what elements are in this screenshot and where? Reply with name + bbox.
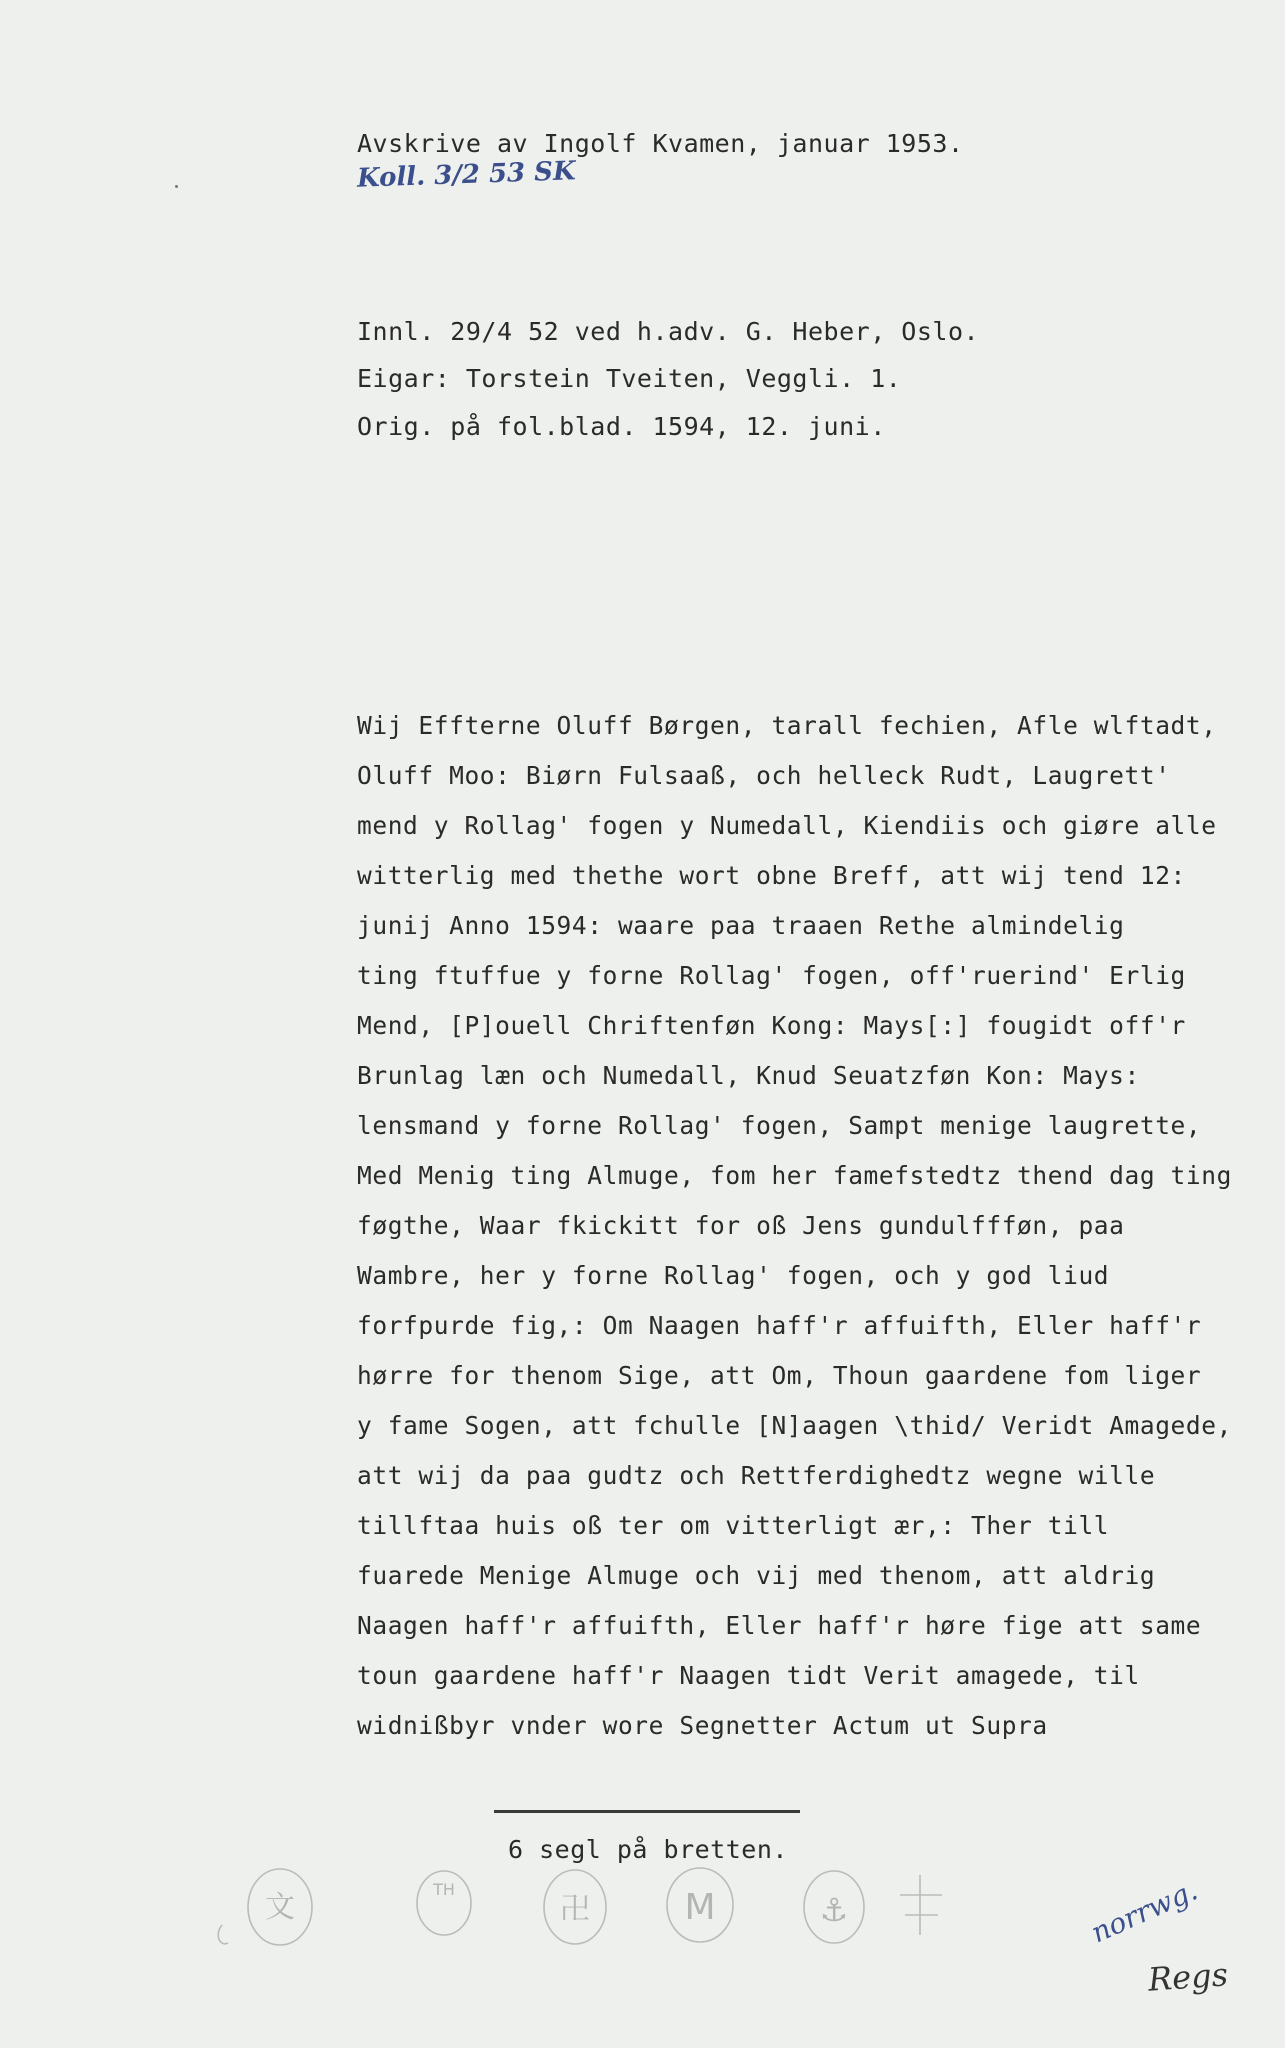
body-line: witterlig med thethe wort obne Breff, att wij tend 12: [357,861,1186,890]
body-line: Med Menig ting Almuge, fom her famefstedtz thend dag ting [357,1161,1232,1190]
paper-speck [175,185,178,188]
meta-line-1: Innl. 29/4 52 ved h.adv. G. Heber, Oslo. [357,317,980,346]
body-line: y fame Sogen, att fchulle [N]aagen \thid/ Veridt Amagede, [357,1411,1232,1440]
body-line: Oluff Moo: Biørn Fulsaaß, och helleck Rudt, Laugrett' [357,761,1171,790]
body-line: ting ftuffue y forne Rollag' fogen, off'ruerind' Erlig [357,961,1186,990]
body-line: lensmand y forne Rollag' fogen, Sampt menige laugrette, [357,1111,1202,1140]
body-line: fuarede Menige Almuge och vij med thenom, att aldrig [357,1561,1156,1590]
collation-note: Koll. 3/2 53 SK [356,156,577,194]
margin-note-regs: Regs [1146,1955,1230,1999]
body-line: att wij da paa gudtz och Rettferdighedtz wegne wille [357,1461,1156,1490]
body-line: tillftaa huis oß ter om vitterligt ær,: Ther till [357,1511,1110,1540]
body-line: toun gaardene haff'r Naagen tidt Verit amagede, til [357,1661,1140,1690]
body-line: widnißbyr vnder wore Segnetter Actum ut Supra [357,1711,1048,1740]
body-line: Mend, [P]ouell Chriftenføn Kong: Mays[:] fougidt off'r [357,1011,1186,1040]
body-line: forfpurde fig,: Om Naagen haff'r affuifth, Eller haff'r [357,1311,1202,1340]
body-line: Naagen haff'r affuifth, Eller haff'r høre fige att same [357,1611,1202,1640]
meta-line-3: Orig. på fol.blad. 1594, 12. juni. [357,412,886,441]
seal-glyph: 文 [265,1890,295,1925]
body-line: Wambre, her y forne Rollag' fogen, och y god liud [357,1261,1110,1290]
seal-glyph: ⚓ [819,1891,849,1929]
seal-glyph: 卍 [560,1892,590,1927]
body-line: Brunlag læn och Numedall, Knud Seuatzføn Kon: Mays: [357,1061,1140,1090]
margin-note-norwegian: norrwg. [1086,1873,1203,1950]
seal-note: 6 segl på bretten. [508,1835,788,1864]
body-line: hørre for thenom Sige, att Om, Thoun gaardene fom liger [357,1361,1202,1390]
seal-glyph: TH [433,1880,455,1899]
body-line: føgthe, Waar fkickitt for oß Jens gundulffføn, paa [357,1211,1125,1240]
meta-line-2: Eigar: Torstein Tveiten, Veggli. 1. [357,364,902,393]
seal-sketches [200,1855,980,1985]
body-line: junij Anno 1594: waare paa traaen Rethe almindelig [357,911,1125,940]
transcriber-line: Avskrive av Ingolf Kvamen, januar 1953. [357,129,964,158]
seal-glyph: M [684,1887,716,1928]
body-line: mend y Rollag' fogen y Numedall, Kiendiis och giøre alle [357,811,1217,840]
body-line: Wij Effterne Oluff Børgen, tarall fechien, Afle wlftadt, [357,711,1217,740]
divider-rule [494,1810,800,1813]
